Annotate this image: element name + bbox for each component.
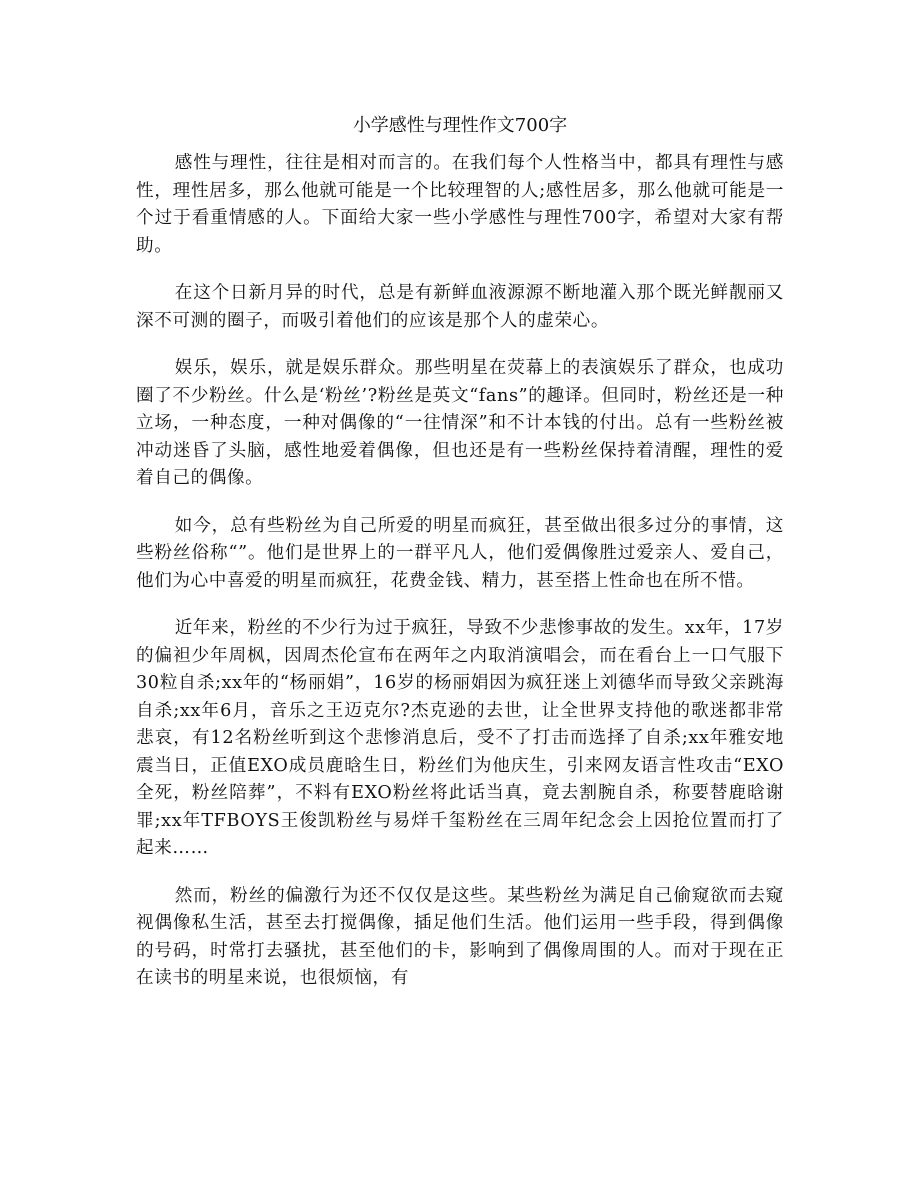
paragraph-intro: 感性与理性，往往是相对而言的。在我们每个人性格当中，都具有理性与感性，理性居多，那么他就可能是一个比较理智的人;感性居多，那么他就可能是一个过于看重情感的人。下面给大家一些小学感性与理性700字，希望对大家有帮助。 — [136, 153, 784, 256]
paragraph-entertainment: 娱乐，娱乐，就是娱乐群众。那些明星在荧幕上的表演娱乐了群众，也成功圈了不少粉丝。什么是‘粉丝’?粉丝是英文“fans”的趣译。但同时，粉丝还是一种立场，一种态度，一种对偶像的“一往情深”和不计本钱的付出。总有一些粉丝被冲动迷昏了头脑，感性地爱着偶像，但也还是有一些粉丝保持着清醒，理性的爱着自己的偶像。 — [136, 358, 784, 488]
paragraph-fans-crazy: 如今，总有些粉丝为自己所爱的明星而疯狂，甚至做出很多过分的事情，这些粉丝俗称“”。他们是世界上的一群平凡人，他们爱偶像胜过爱亲人、爱自己，他们为心中喜爱的明星而疯狂，花费金钱、精力，甚至搭上性命也在所不惜。 — [136, 515, 784, 591]
paragraph-era: 在这个日新月异的时代，总是有新鲜血液源源不断地灌入那个既光鲜靓丽又深不可测的圈子，而吸引着他们的应该是那个人的虚荣心。 — [136, 283, 784, 331]
document-body — [136, 150, 784, 1013]
paragraph-incidents: 近年来，粉丝的不少行为过于疯狂，导致不少悲惨事故的发生。xx年，17岁的偏袒少年周枫，因周杰伦宣布在两年之内取消演唱会，而在看台上一口气服下30粒自杀;xx年的“杨丽娟”，16岁的杨丽娟因为疯狂迷上刘德华而导致父亲跳海自杀;xx年6月，音乐之王迈克尔?杰克逊的去世，让全世界支持他的歌迷都非常悲哀，有12名粉丝听到这个悲惨消息后，受不了打击而选择了自杀;xx年雅安地震当日，正值EXO成员鹿晗生日，粉丝们为他庆生，引来网友语言性攻击“EXO全死，粉丝陪葬”，不料有EXO粉丝将此话当真，竟去割腕自杀，称要替鹿晗谢罪;xx年TFBOYS王俊凯粉丝与易烊千玺粉丝在三周年纪念会上因抢位置而打了起来…… — [136, 618, 784, 858]
paragraph-extreme-behavior: 然而，粉丝的偏激行为还不仅仅是这些。某些粉丝为满足自己偷窥欲而去窥视偶像私生活，甚至去打搅偶像，插足他们生活。他们运用一些手段，得到偶像的号码，时常打去骚扰，甚至他们的卡，影响到了偶像周围的人。而对于现在正在读书的明星来说，也很烦恼，有 — [136, 885, 784, 988]
document-title: 小学感性与理性作文700字 — [352, 115, 568, 136]
